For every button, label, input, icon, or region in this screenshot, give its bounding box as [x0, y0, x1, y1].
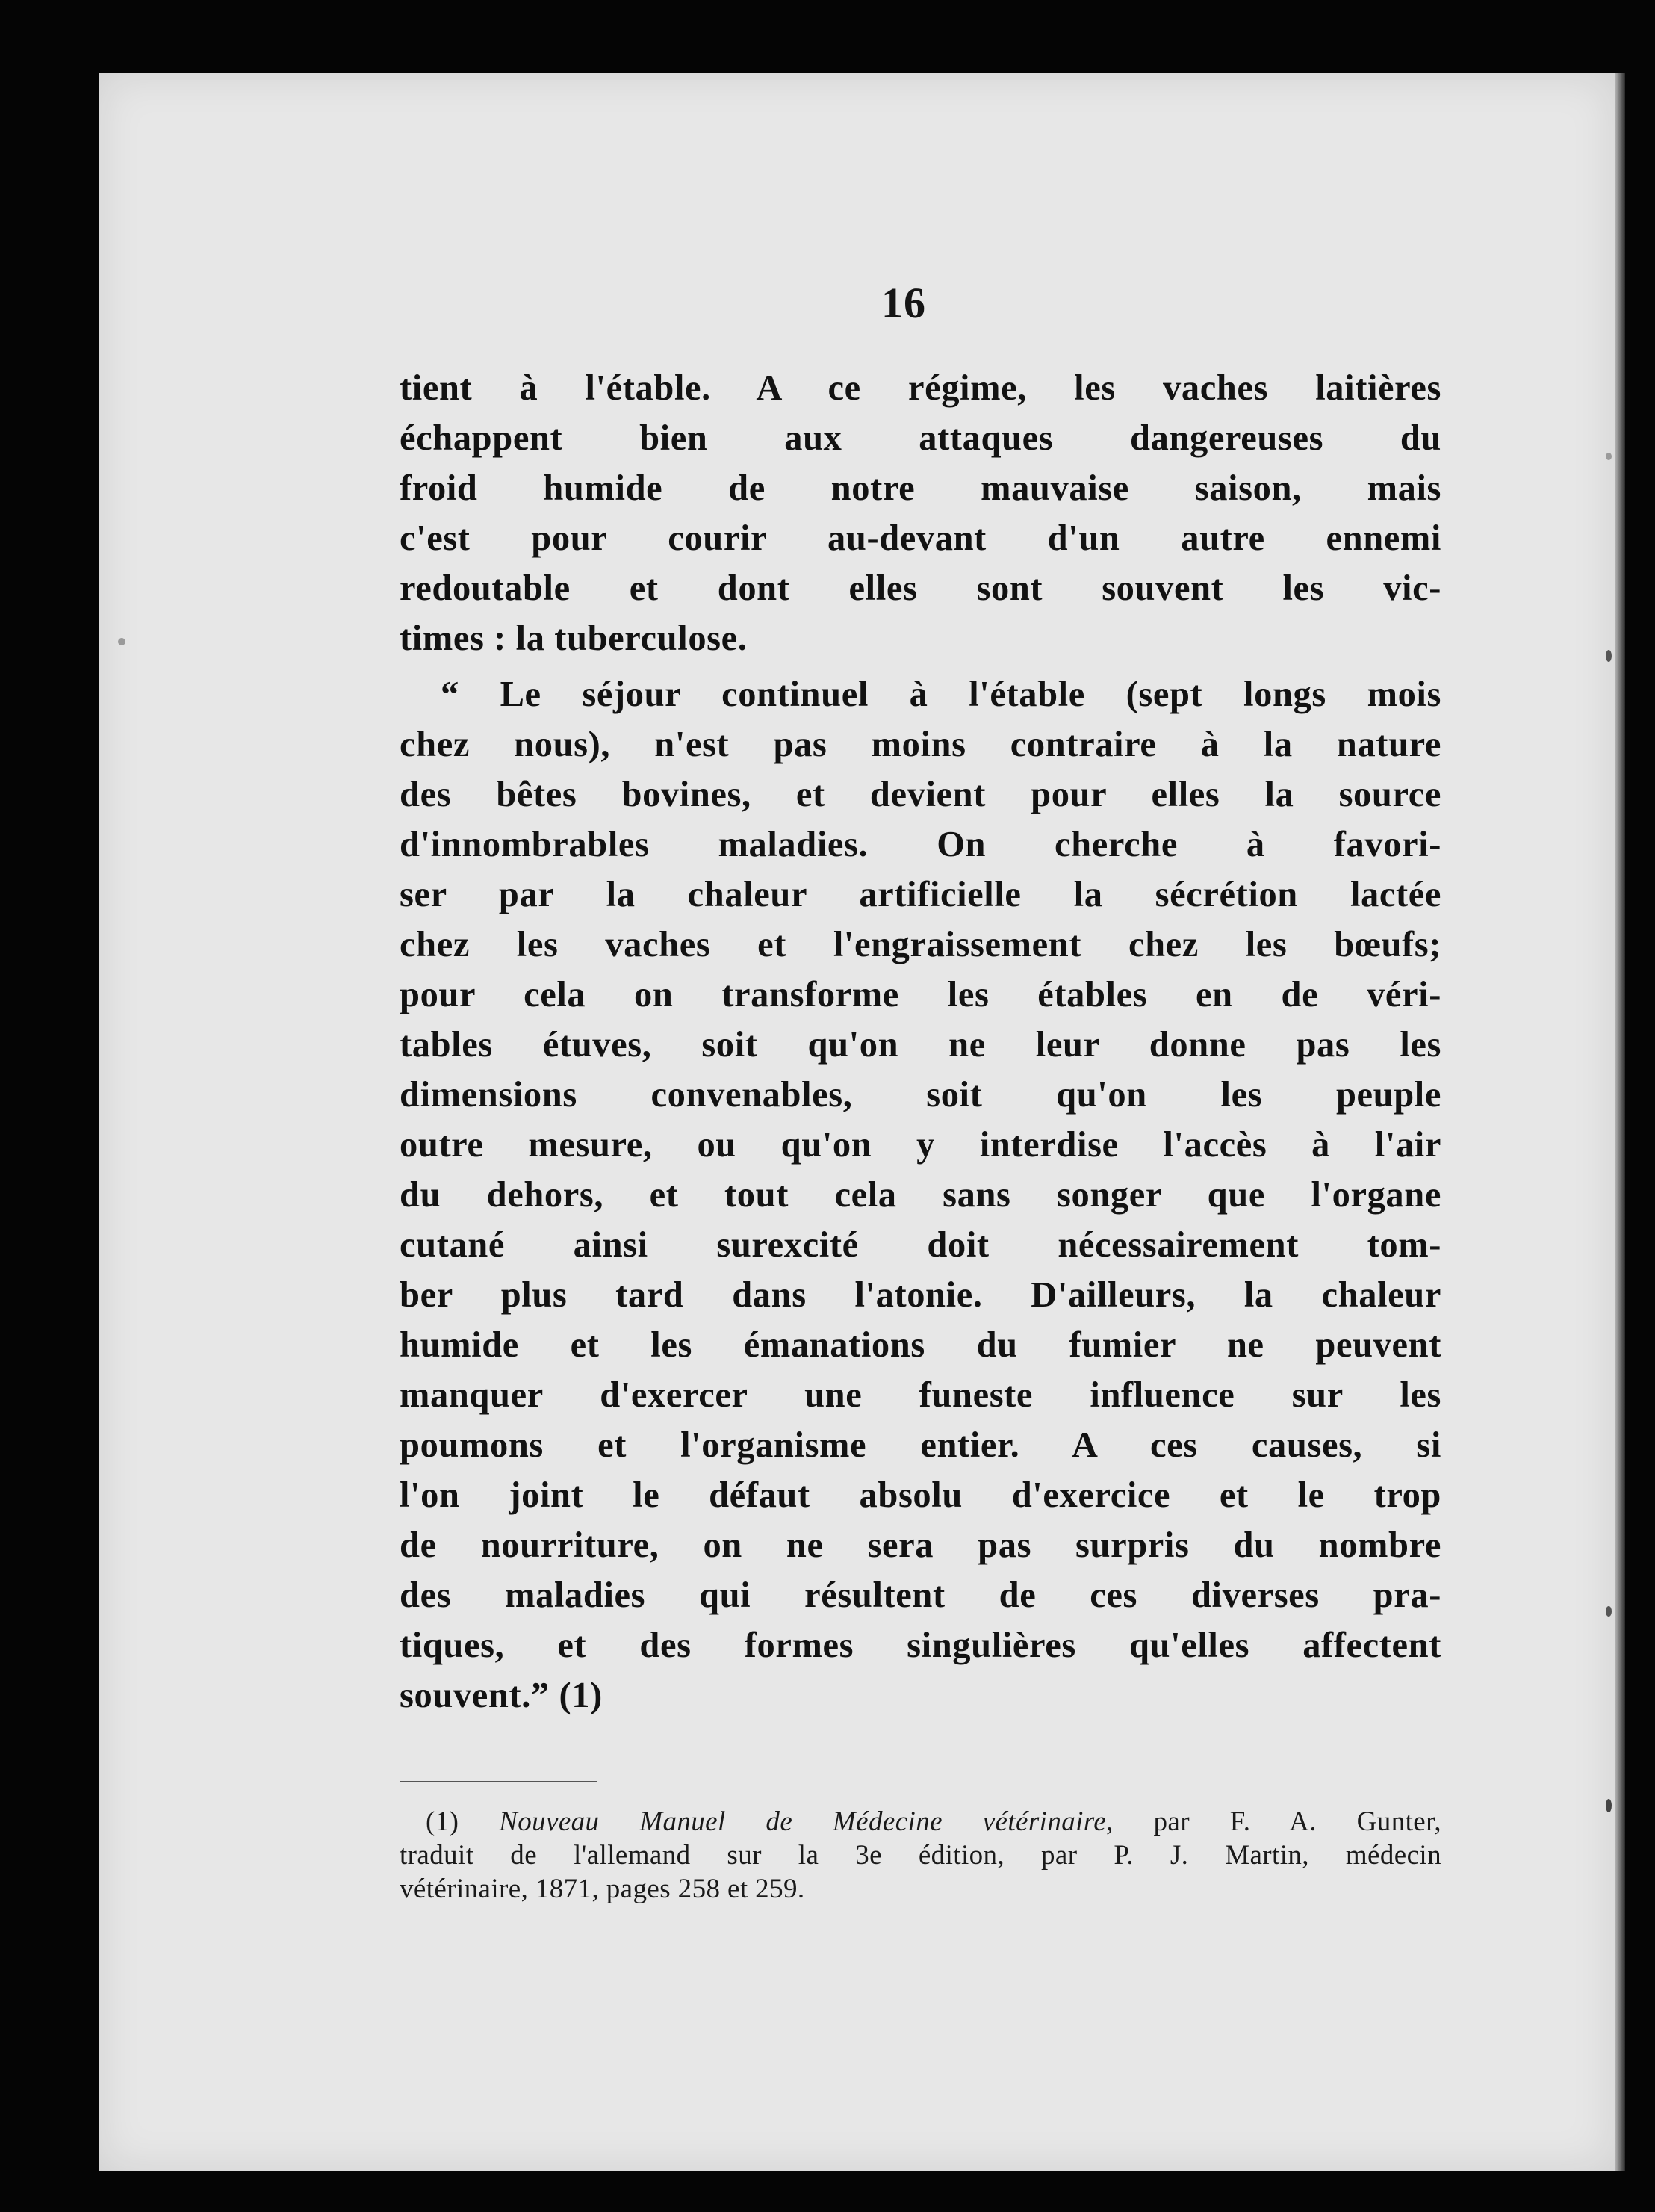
- text-line: des bêtes bovines, et devient pour elles la source: [400, 775, 1441, 814]
- text-line: tables étuves, soit qu'on ne leur donne pas les: [400, 1025, 1441, 1065]
- text-line: ser par la chaleur artificielle la sécrétion lactée: [400, 875, 1441, 914]
- text-line: froid humide de notre mauvaise saison, mais: [400, 468, 1441, 508]
- text-line: outre mesure, ou qu'on y interdise l'accès à l'air: [400, 1125, 1441, 1165]
- text-line: pour cela on transforme les étables en de véri-: [400, 975, 1441, 1014]
- text-line: c'est pour courir au-devant d'un autre ennemi: [400, 518, 1441, 558]
- footnote-book-title: Nouveau Manuel de Médecine vétérinaire: [499, 1806, 1107, 1837]
- text-line: ber plus tard dans l'atonie. D'ailleurs, la chaleur: [400, 1275, 1441, 1315]
- page-edge-shadow: [1615, 73, 1625, 2171]
- footnote-line: vétérinaire, 1871, pages 258 et 259.: [400, 1874, 805, 1904]
- footnote-author: , par F. A. Gunter,: [1106, 1806, 1441, 1837]
- text-line: chez les vaches et l'engraissement chez les bœufs;: [400, 925, 1441, 964]
- text-line: dimensions convenables, soit qu'on les peuple: [400, 1075, 1441, 1115]
- text-line: échappent bien aux attaques dangereuses du: [400, 418, 1441, 458]
- text-line: du dehors, et tout cela sans songer que l'organe: [400, 1175, 1441, 1215]
- footnote: [400, 1805, 1441, 1906]
- scan-speck: [1606, 650, 1612, 662]
- text-line: tient à l'étable. A ce régime, les vaches laitières: [400, 368, 1441, 408]
- text-line: de nourriture, on ne sera pas surpris du nombre: [400, 1525, 1441, 1565]
- text-line: poumons et l'organisme entier. A ces causes, si: [400, 1425, 1441, 1465]
- text-line: manquer d'exercer une funeste influence sur les: [400, 1375, 1441, 1415]
- text-line: souvent.” (1): [400, 1676, 603, 1715]
- text-line: chez nous), n'est pas moins contraire à la nature: [400, 725, 1441, 764]
- footnote-separator: [400, 1781, 597, 1782]
- text-line: times : la tuberculose.: [400, 619, 748, 658]
- footnote-line: [400, 1805, 1441, 1838]
- text-line: des maladies qui résultent de ces diverses pra-: [400, 1576, 1441, 1615]
- text-line: d'innombrables maladies. On cherche à favori-: [400, 825, 1441, 864]
- scan-speck: [1606, 1799, 1612, 1812]
- scan-speck: [118, 638, 125, 645]
- text-line: humide et les émanations du fumier ne peuvent: [400, 1325, 1441, 1365]
- text-line: l'on joint le défaut absolu d'exercice et le trop: [400, 1475, 1441, 1515]
- footnote-marker: (1): [426, 1806, 459, 1837]
- body-text: [400, 363, 1441, 1720]
- scan-speck: [1606, 453, 1612, 460]
- text-line: redoutable et dont elles sont souvent les vic-: [400, 569, 1441, 608]
- text-line: tiques, et des formes singulières qu'elles affectent: [400, 1626, 1441, 1665]
- text-line: cutané ainsi surexcité doit nécessairement tom-: [400, 1225, 1441, 1265]
- scan-speck: [1606, 1606, 1612, 1617]
- text-line: “ Le séjour continuel à l'étable (sept longs mois: [441, 675, 1441, 714]
- footnote-line: traduit de l'allemand sur la 3e édition, par P. J. Martin, médecin: [400, 1840, 1441, 1871]
- page-number: 16: [881, 279, 926, 327]
